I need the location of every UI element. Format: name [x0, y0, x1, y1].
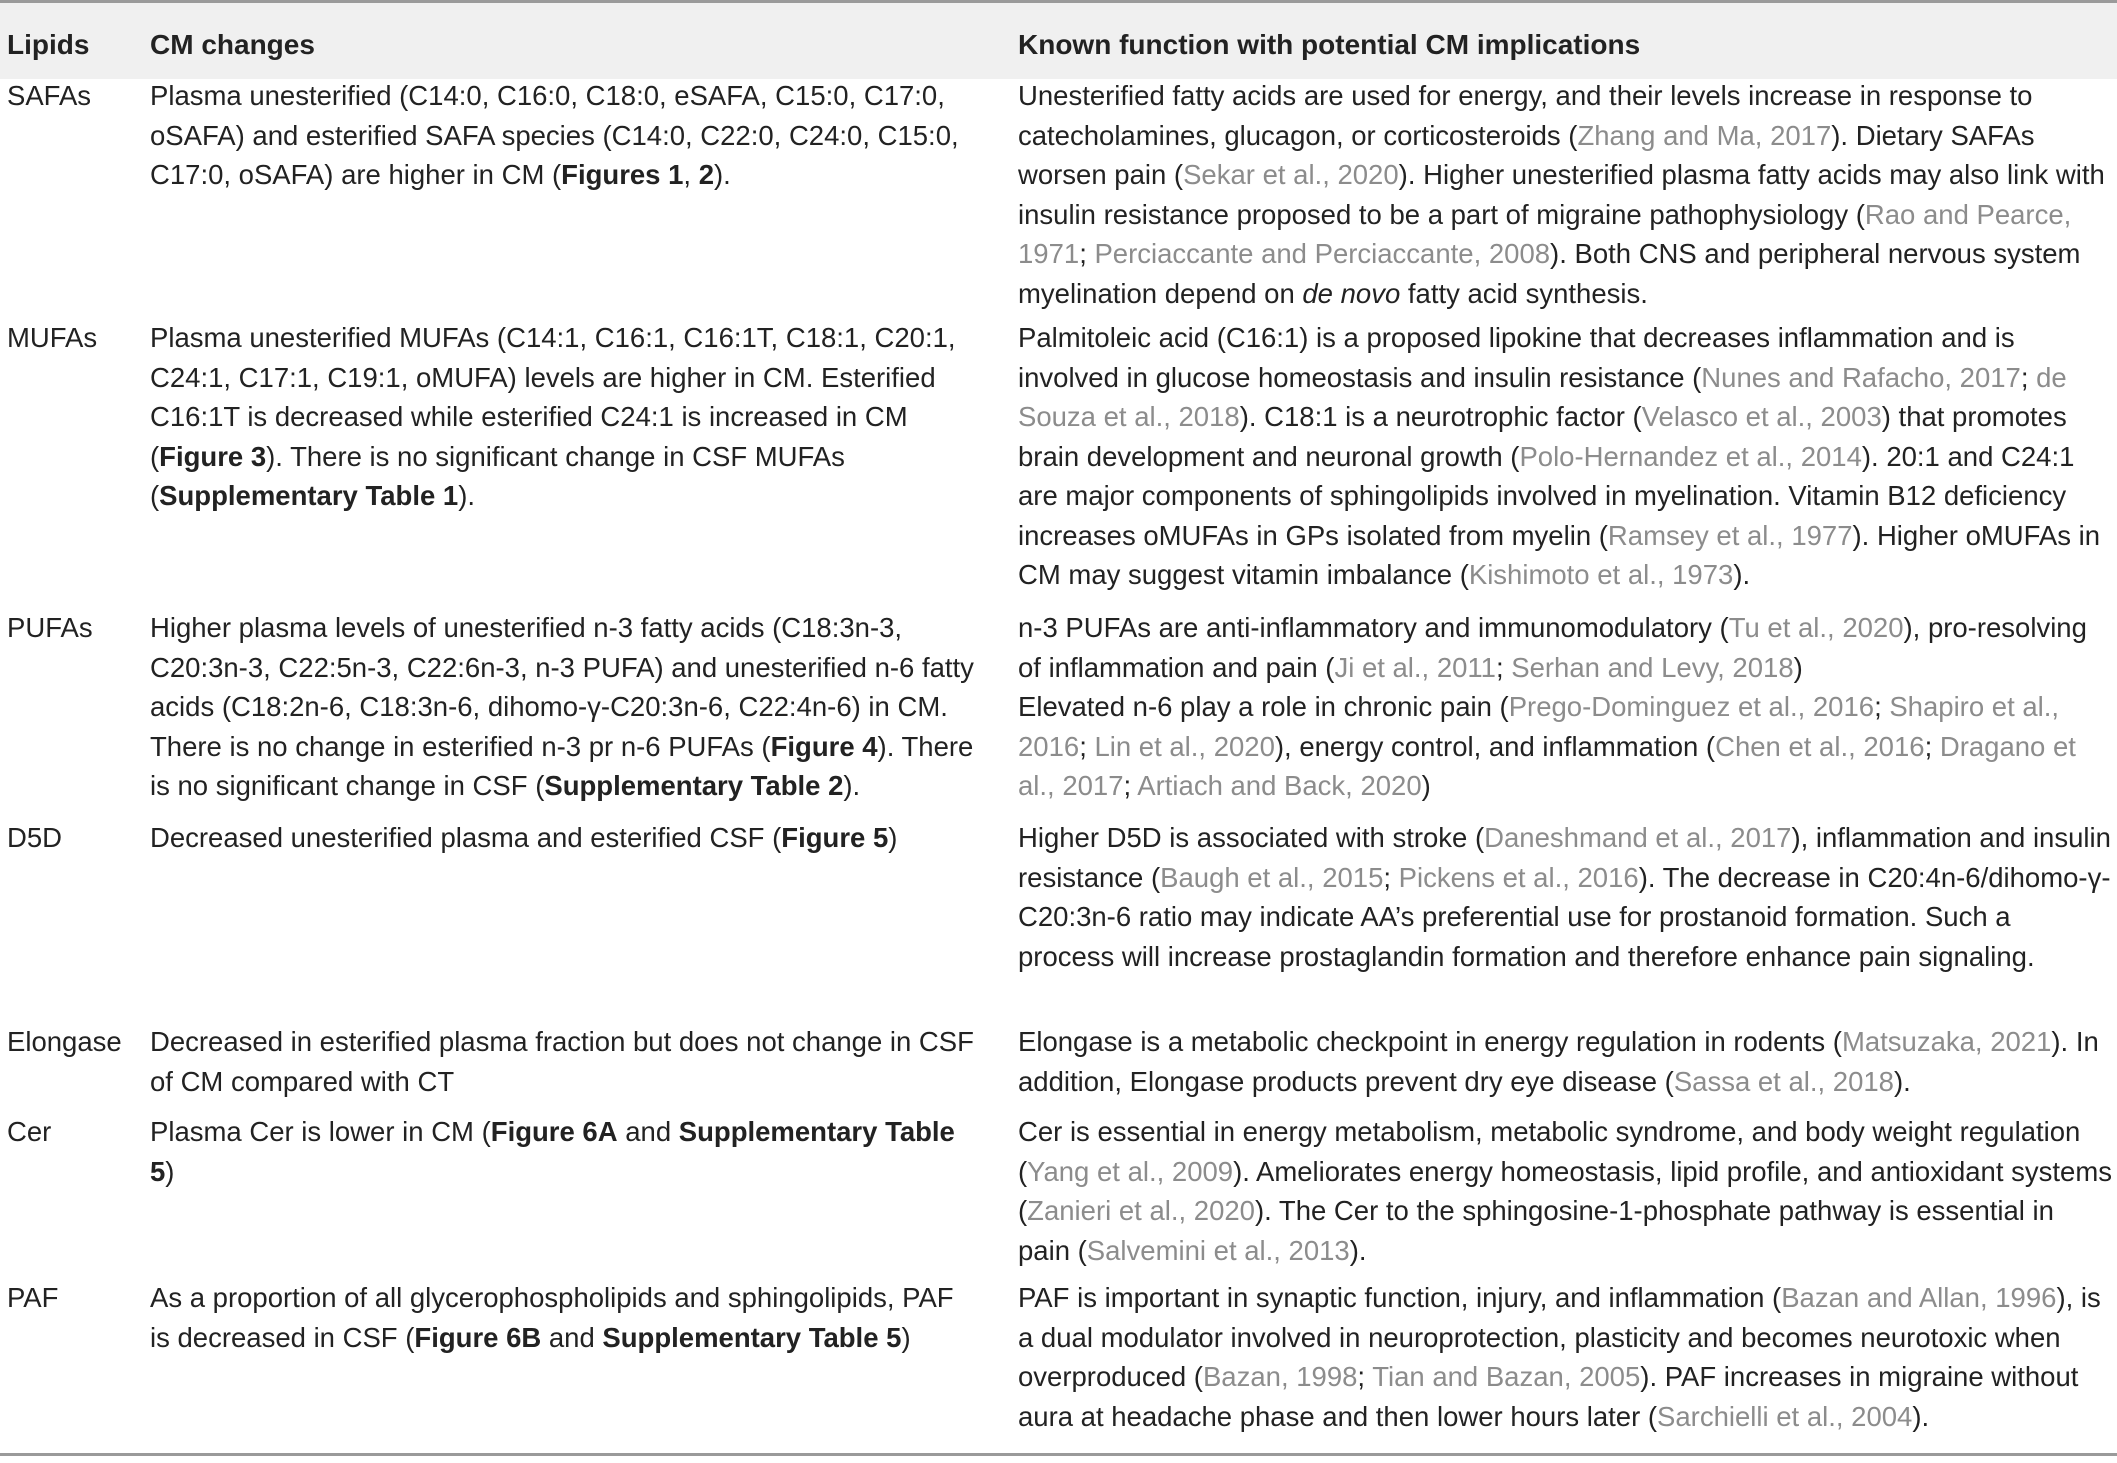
text-segment: ), inflammation and insulin resistance ( — [1018, 822, 2111, 893]
citation: Kishimoto et al., 1973 — [1468, 559, 1734, 590]
citation: Yang et al., 2009 — [1027, 1155, 1234, 1187]
text-segment: ) — [888, 822, 898, 853]
figure-reference: Figures 1 — [561, 159, 684, 190]
cell-lipid: PUFAs — [7, 612, 93, 643]
text-segment: ). The Cer to the sphingosine-1-phosphate pathway is essential in pain ( — [1018, 1195, 2054, 1266]
text-segment: ; — [1079, 238, 1095, 269]
citation: Velasco et al., 2003 — [1641, 401, 1882, 432]
text-segment: ) that promotes brain development and neuronal growth ( — [1018, 401, 2067, 472]
cell-known-function — [1018, 1112, 2113, 1270]
text-segment: ; — [1079, 730, 1095, 762]
text-segment: fatty acid synthesis. — [1400, 277, 1648, 309]
cell-known-function — [1018, 608, 2113, 806]
citation: Lin et al., 2020 — [1094, 730, 1275, 762]
citation: Polo-Hernandez et al., 2014 — [1519, 440, 1862, 472]
header-cm-changes: CM changes — [150, 29, 315, 60]
citation: Artiach and Back, 2020 — [1137, 770, 1422, 801]
text-segment: Unesterified fatty acids are used for energy, and their levels increase in response to catecholamines, glucagon, or corticosteroids ( — [1018, 80, 2033, 151]
citation: de Souza et al., 2018 — [1018, 361, 2067, 432]
cell-known-function — [1018, 76, 2113, 313]
text-segment: Higher plasma levels of unesterified n-3 fatty acids (C18:3n-3, C20:3n-3, C22:5n-3, C22:6n-3, n-3 PUFA) and unesterified n-6 fatty acids (C18:2n-6, C18:3n-6, dihomo-γ-C20:3n-6, C22:4n-6) in CM. There is no change in esterified n-3 pr n-6 PUFAs ( — [150, 612, 974, 762]
text-segment: ). 20:1 and C24:1 are major components of sphingolipids involved in myelination. Vitamin B12 deficiency increases oMUFAs in GPs isolated from myelin ( — [1018, 440, 2075, 551]
cell-lipid: PAF — [7, 1282, 59, 1313]
text-segment: Plasma unesterified (C14:0, C16:0, C18:0, eSAFA, C15:0, C17:0, oSAFA) and esterified SAFA species (C14:0, C22:0, C24:0, C15:0, C17:0, oSAFA) are higher in CM ( — [150, 80, 959, 190]
citation: Prego-Dominguez et al., 2016 — [1508, 691, 1875, 722]
text-segment: and — [617, 1116, 679, 1147]
citation: Sassa et al., 2018 — [1673, 1065, 1894, 1097]
text-segment: ). Both CNS and peripheral nervous system myelination depend on — [1018, 238, 2081, 309]
cell-known-function — [1018, 1022, 2113, 1101]
citation: Rao and Pearce, 1971 — [1018, 198, 2072, 269]
figure-reference: Figure 4 — [770, 730, 878, 762]
cell-cm-changes — [150, 818, 980, 858]
text-segment: ). Ameliorates energy homeostasis, lipid profile, and antioxidant systems ( — [1018, 1155, 2112, 1226]
cell-known-function — [1018, 1278, 2113, 1436]
text-segment: ; — [2020, 361, 2037, 393]
figure-reference: Supplementary Table 5 — [602, 1321, 902, 1353]
text-segment: Plasma Cer is lower in CM ( — [150, 1116, 491, 1147]
text-segment: ). — [458, 480, 476, 511]
figure-reference: Figure 6A — [490, 1116, 618, 1147]
citation: Baugh et al., 2015 — [1160, 861, 1384, 893]
text-segment: ) — [1421, 770, 1431, 801]
text-segment: ). Higher oMUFAs in CM may suggest vitamin imbalance ( — [1018, 519, 2101, 590]
citation: Daneshmand et al., 2017 — [1484, 822, 1792, 853]
text-segment: ) — [1793, 651, 1803, 683]
figure-reference: Supplementary Table 5 — [150, 1116, 955, 1187]
text-segment: ). — [1893, 1065, 1911, 1097]
citation: Bazan, 1998 — [1202, 1361, 1358, 1392]
citation: Matsuzaka, 2021 — [1841, 1026, 2052, 1057]
cell-lipid: SAFAs — [7, 80, 92, 111]
text-segment: ), pro-resolving of inflammation and pain ( — [1018, 612, 2087, 683]
text-segment: ). — [1912, 1400, 1930, 1432]
cell-lipid: D5D — [7, 822, 63, 853]
citation: Serhan and Levy, 2018 — [1511, 651, 1794, 683]
text-segment: ; — [1383, 861, 1399, 893]
text-segment: ; — [1874, 691, 1890, 722]
citation: Sekar et al., 2020 — [1183, 159, 1399, 190]
text-segment: ). — [1733, 559, 1751, 590]
table-bottom-rule — [0, 1453, 2117, 1456]
citation: Chen et al., 2016 — [1715, 730, 1925, 762]
citation: Zhang and Ma, 2017 — [1577, 119, 1832, 151]
text-segment: ). The decrease in C20:4n-6/dihomo-γ-C20:3n-6 ratio may indicate AA’s preferential use for prostanoid formation. Such a process will increase prostaglandin formation and therefore enhance pain signaling. — [1018, 861, 2111, 972]
text-segment: Higher D5D is associated with stroke ( — [1018, 822, 1485, 853]
text-segment: ). In addition, Elongase products prevent dry eye disease ( — [1018, 1026, 2099, 1097]
citation: Shapiro et al., 2016 — [1018, 691, 2060, 762]
cell-lipid: MUFAs — [7, 322, 98, 353]
cell-cm-changes — [150, 608, 980, 806]
cell-cm-changes — [150, 1112, 980, 1191]
text-segment: ). Dietary SAFAs worsen pain ( — [1018, 119, 2035, 190]
citation: Nunes and Rafacho, 2017 — [1701, 361, 2021, 393]
table-header — [0, 3, 2117, 79]
text-segment: ). — [843, 770, 861, 801]
figure-reference: Supplementary Table 1 — [159, 480, 459, 511]
header-known-function: Known function with potential CM implications — [1018, 29, 1641, 60]
cell-known-function — [1018, 318, 2113, 595]
text-segment: Decreased in esterified plasma fraction but does not change in CSF of CM compared with CT — [150, 1026, 974, 1097]
text-segment: ; — [1357, 1361, 1373, 1392]
figure-reference: Figure 3 — [159, 440, 267, 472]
text-segment: ; — [1495, 651, 1512, 683]
text-segment: ). — [1349, 1234, 1367, 1266]
text-segment: ). C18:1 is a neurotrophic factor ( — [1239, 401, 1642, 432]
text-segment: Elongase is a metabolic checkpoint in energy regulation in rodents ( — [1018, 1026, 1842, 1057]
text-segment: ). There is no significant change in CSF ( — [150, 730, 974, 801]
header-lipids: Lipids — [7, 29, 90, 60]
text-segment: ; — [1924, 730, 1940, 762]
citation: Sarchielli et al., 2004 — [1657, 1400, 1913, 1432]
text-segment: ) — [165, 1155, 175, 1187]
citation: Tu et al., 2020 — [1728, 612, 1904, 643]
text-segment: ), energy control, and inflammation ( — [1274, 730, 1716, 762]
text-segment: and — [541, 1321, 603, 1353]
cell-cm-changes — [150, 76, 980, 195]
text-segment: ). Higher unesterified plasma fatty acids may also link with insulin resistance proposed to be a part of migraine pathophysiology ( — [1018, 159, 2105, 230]
citation: Bazan and Allan, 1996 — [1781, 1282, 2057, 1313]
text-segment: As a proportion of all glycerophospholipids and sphingolipids, PAF is decreased in CSF ( — [150, 1282, 954, 1353]
cell-cm-changes — [150, 318, 980, 516]
citation: Tian and Bazan, 2005 — [1372, 1361, 1641, 1392]
text-segment: Elevated n-6 play a role in chronic pain ( — [1018, 691, 1509, 722]
figure-reference: 2 — [698, 159, 714, 190]
citation: Pickens et al., 2016 — [1398, 861, 1639, 893]
citation: Perciaccante and Perciaccante, 2008 — [1094, 238, 1551, 269]
text-segment: ). — [714, 159, 731, 190]
text-segment: n-3 PUFAs are anti-inflammatory and immunomodulatory ( — [1018, 612, 1729, 643]
text-segment: ). There is no significant change in CSF MUFAs ( — [150, 440, 845, 511]
cell-lipid: Elongase — [7, 1026, 122, 1057]
cell-known-function — [1018, 818, 2113, 976]
cell-cm-changes — [150, 1278, 980, 1357]
citation: Ji et al., 2011 — [1334, 651, 1496, 683]
text-segment: , — [683, 159, 699, 190]
citation: Salvemini et al., 2013 — [1086, 1234, 1350, 1266]
figure-reference: Figure 6B — [414, 1321, 542, 1353]
text-segment: ) — [901, 1321, 911, 1353]
citation: Zanieri et al., 2020 — [1027, 1195, 1255, 1226]
text-segment: Plasma unesterified MUFAs (C14:1, C16:1, C16:1T, C18:1, C20:1, C24:1, C17:1, C19:1, oMUFA) levels are higher in CM. Esterified C16:1T is decreased while esterified C24:1 is increased in CM ( — [150, 322, 956, 472]
figure-reference: Figure 5 — [781, 822, 889, 853]
text-segment: Decreased unesterified plasma and esterified CSF ( — [150, 822, 782, 853]
text-segment: ; — [1123, 770, 1138, 801]
cell-cm-changes — [150, 1022, 980, 1101]
text-segment: ). PAF increases in migraine without aura at headache phase and then lower hours later ( — [1018, 1361, 2079, 1432]
text-segment: Palmitoleic acid (C16:1) is a proposed lipokine that decreases inflammation and is involved in glucose homeostasis and insulin resistance ( — [1018, 322, 2015, 393]
text-segment: Cer is essential in energy metabolism, metabolic syndrome, and body weight regulation ( — [1018, 1116, 2081, 1187]
italic-text: de novo — [1302, 277, 1401, 309]
text-segment: PAF is important in synaptic function, injury, and inflammation ( — [1018, 1282, 1782, 1313]
figure-reference: Supplementary Table 2 — [544, 770, 844, 801]
cell-lipid: Cer — [7, 1116, 52, 1147]
citation: Dragano et al., 2017 — [1018, 730, 2076, 801]
citation: Ramsey et al., 1977 — [1607, 519, 1853, 551]
text-segment: ), is a dual modulator involved in neuroprotection, plasticity and becomes neurotoxic when overproduced ( — [1018, 1282, 2101, 1392]
